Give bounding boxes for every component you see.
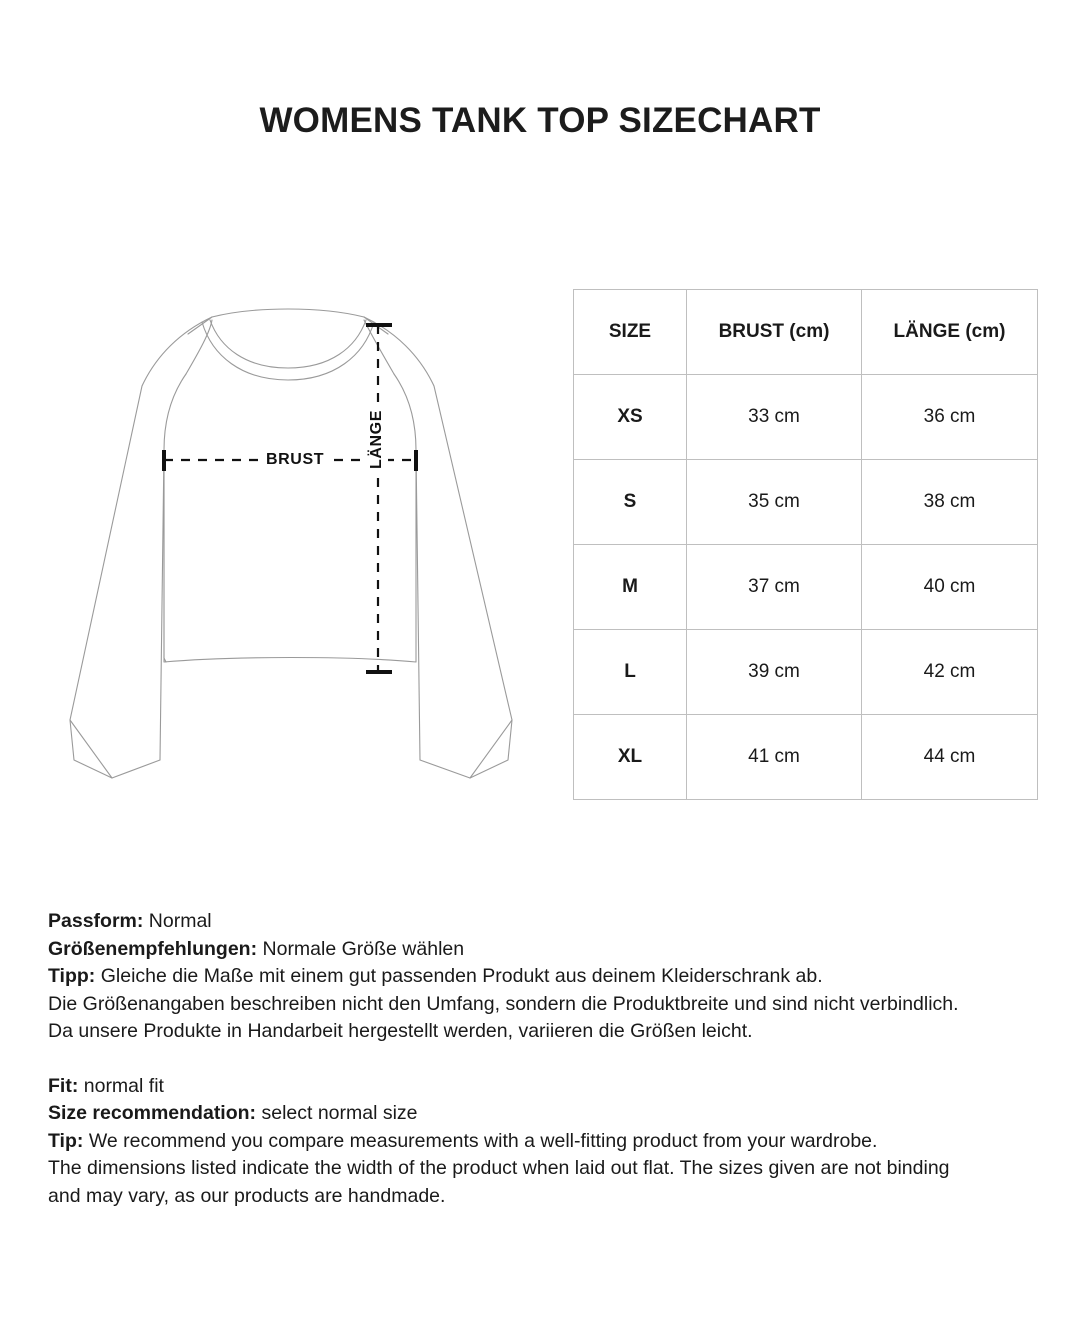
notes-section (48, 908, 1048, 1210)
column-header-size: SIZE (574, 290, 687, 375)
cell-brust: 41 cm (687, 715, 862, 800)
cell-size: XL (574, 715, 687, 800)
cell-laenge: 42 cm (862, 630, 1038, 715)
cell-brust: 39 cm (687, 630, 862, 715)
laenge-measure-label: LÄNGE (366, 404, 388, 475)
note-passform-value: Normal (148, 910, 212, 932)
note-fit (48, 1073, 1048, 1101)
note-de-line5: Da unsere Produkte in Handarbeit hergestellt werden, variieren die Größen leicht. (48, 1020, 753, 1042)
cell-size: M (574, 545, 687, 630)
note-de-line4: Die Größenangaben beschreiben nicht den Umfang, sondern die Produktbreite und sind nicht verbindlich. (48, 992, 959, 1015)
note-size-recommendation (48, 1100, 1048, 1128)
notes-english (48, 1073, 1048, 1211)
note-empfehlung (48, 936, 1048, 964)
note-tip (48, 1128, 1048, 1156)
cell-size: XS (574, 375, 687, 460)
note-en-line5: and may vary, as our products are handmade. (48, 1184, 446, 1207)
notes-german (48, 908, 1048, 1046)
cell-brust: 37 cm (687, 545, 862, 630)
note-tip-value: We recommend you compare measurements with a well-fitting product from your wardrobe. (88, 1129, 878, 1152)
cell-size: S (574, 460, 687, 545)
column-header-laenge: LÄNGE (cm) (862, 290, 1038, 375)
table-row (574, 545, 1038, 630)
note-passform-label: Passform: (48, 910, 144, 932)
note-fit-label: Fit: (48, 1074, 79, 1097)
cell-laenge: 36 cm (862, 375, 1038, 460)
note-en-line4: The dimensions listed indicate the width of the product when laid out flat. The sizes given are not binding (48, 1157, 950, 1179)
table-row (574, 630, 1038, 715)
cell-size: L (574, 630, 687, 715)
cell-brust: 35 cm (687, 460, 862, 545)
note-size-rec-label: Size recommendation: (48, 1102, 257, 1124)
cell-laenge: 40 cm (862, 545, 1038, 630)
table-header-row (574, 290, 1038, 375)
note-fit-value: normal fit (83, 1074, 164, 1097)
note-tipp-label: Tipp: (48, 965, 96, 987)
notes-spacer (48, 1046, 1048, 1073)
note-passform (48, 908, 1048, 936)
cell-laenge: 38 cm (862, 460, 1038, 545)
table-row (574, 460, 1038, 545)
brust-measure-label: BRUST (260, 449, 330, 471)
column-header-brust: BRUST (cm) (687, 290, 862, 375)
note-tip-label: Tip: (48, 1129, 84, 1152)
note-size-rec-value: select normal size (261, 1102, 418, 1124)
table-row (574, 375, 1038, 460)
note-tipp-value: Gleiche die Maße mit einem gut passenden Produkt aus deinem Kleiderschrank ab. (100, 965, 823, 987)
size-chart-table (573, 289, 1038, 800)
cell-brust: 33 cm (687, 375, 862, 460)
note-tipp (48, 963, 1048, 991)
cell-laenge: 44 cm (862, 715, 1038, 800)
garment-illustration (60, 290, 540, 830)
table-row (574, 715, 1038, 800)
note-empfehlung-value: Normale Größe wählen (262, 937, 465, 960)
page-title: WOMENS TANK TOP SIZECHART (259, 101, 821, 140)
note-empfehlung-label: Größenempfehlungen: (48, 937, 258, 960)
